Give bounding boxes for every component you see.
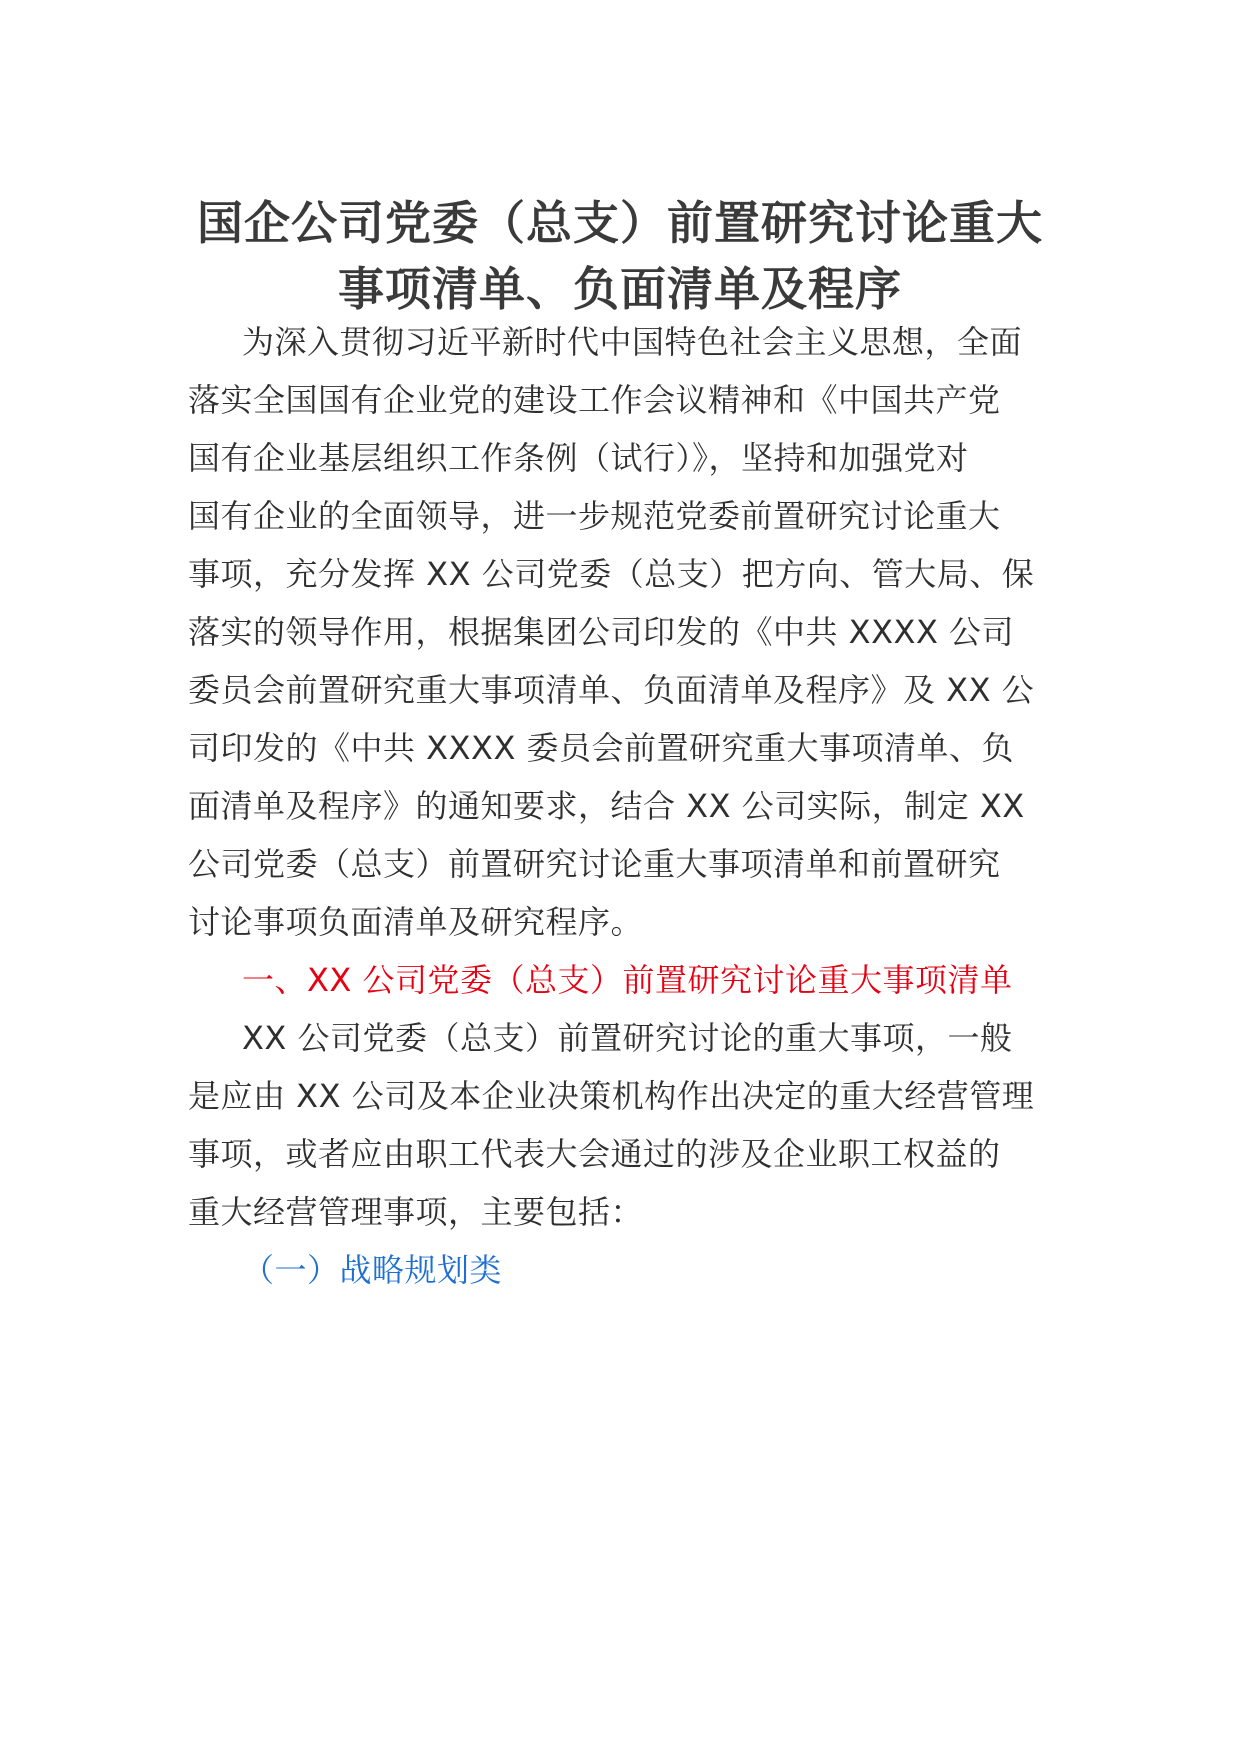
paragraph-1-line: 委员会前置研究重大事项清单、负面清单及程序》及 XX 公	[188, 671, 1035, 709]
subsection-1-heading: （一）战略规划类	[242, 1251, 503, 1289]
paragraph-1-line: 落实的领导作用，根据集团公司印发的《中共 XXXX 公司	[188, 613, 1015, 651]
document-title-line-2: 事项清单、负面清单及程序	[338, 262, 902, 316]
paragraph-1-line: 落实全国国有企业党的建设工作会议精神和《中国共产党	[188, 381, 1001, 419]
paragraph-2-line: XX 公司党委（总支）前置研究讨论的重大事项，一般	[242, 1019, 1013, 1057]
paragraph-1-line: 国有企业的全面领导，进一步规范党委前置研究讨论重大	[188, 497, 1001, 535]
document-title-line-1: 国企公司党委（总支）前置研究讨论重大	[197, 196, 1043, 250]
paragraph-1-line: 讨论事项负面清单及研究程序。	[188, 903, 644, 941]
paragraph-1-line: 公司党委（总支）前置研究讨论重大事项清单和前置研究	[188, 845, 1001, 883]
paragraph-2-line: 事项，或者应由职工代表大会通过的涉及企业职工权益的	[188, 1135, 1001, 1173]
paragraph-1-line: 面清单及程序》的通知要求，结合 XX 公司实际，制定 XX	[188, 787, 1025, 825]
paragraph-1-line: 国有企业基层组织工作条例（试行）》，坚持和加强党对	[188, 439, 969, 477]
paragraph-2-line: 重大经营管理事项，主要包括：	[188, 1193, 644, 1231]
paragraph-2-line: 是应由 XX 公司及本企业决策机构作出决定的重大经营管理	[188, 1077, 1035, 1115]
paragraph-1-line: 为深入贯彻习近平新时代中国特色社会主义思想，全面	[242, 323, 1023, 361]
section-1-heading: 一、XX 公司党委（总支）前置研究讨论重大事项清单	[242, 961, 1013, 999]
paragraph-1-line: 司印发的《中共 XXXX 委员会前置研究重大事项清单、负	[188, 729, 1015, 767]
paragraph-1-line: 事项，充分发挥 XX 公司党委（总支）把方向、管大局、保	[188, 555, 1035, 593]
